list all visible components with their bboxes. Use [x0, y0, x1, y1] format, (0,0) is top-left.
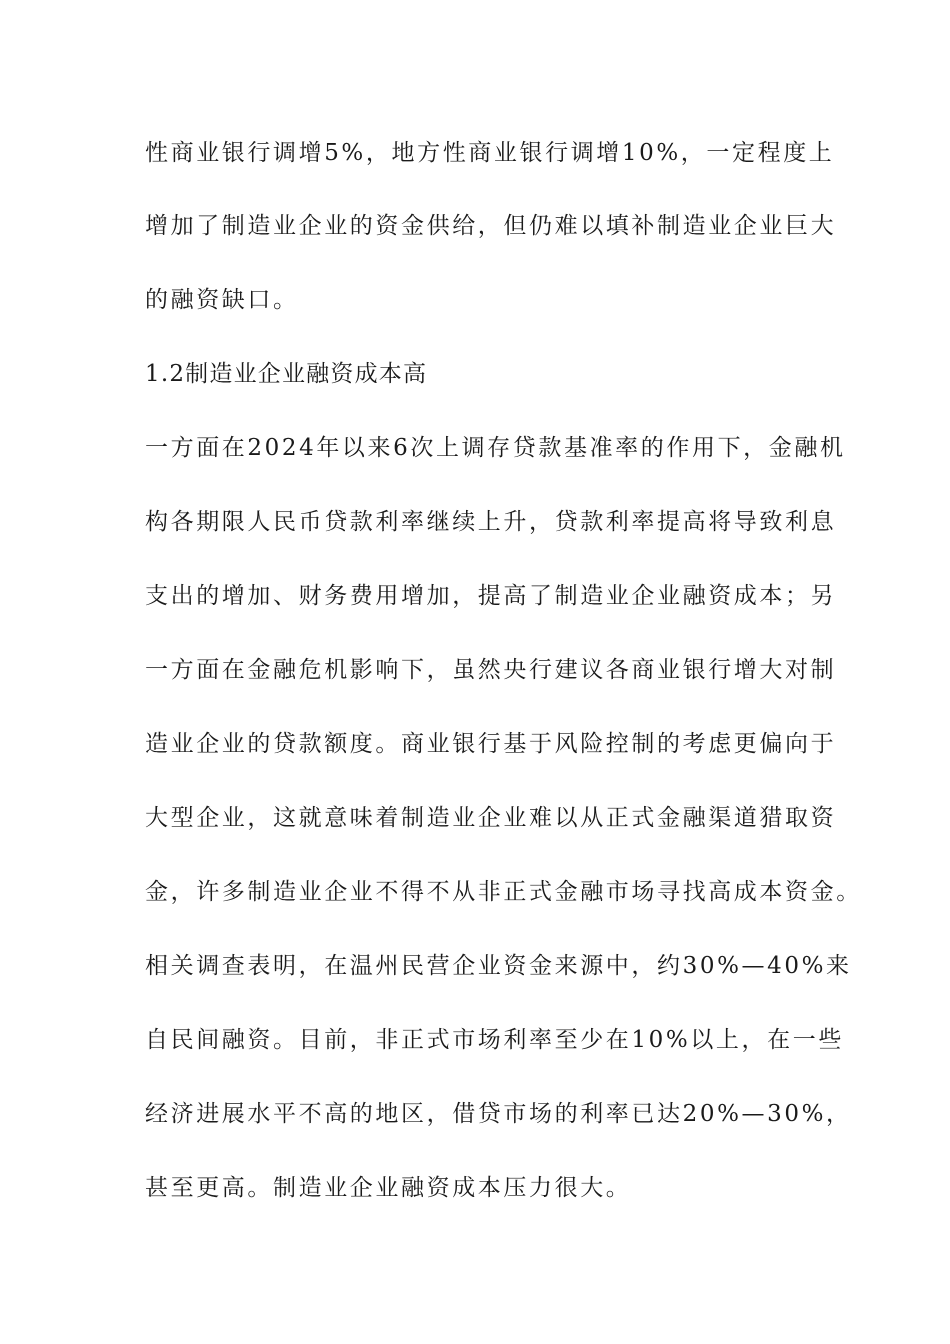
- paragraph-line-3: 的融资缺口。: [145, 287, 299, 313]
- paragraph-line-10: 大型企业，这就意味着制造业企业难以从正式金融渠道猎取资: [145, 805, 837, 831]
- paragraph-line-7: 支出的增加、财务费用增加，提高了制造业企业融资成本；另: [145, 583, 837, 609]
- section-heading: 1.2制造业企业融资成本高: [145, 361, 428, 387]
- paragraph-line-6: 构各期限人民币贷款利率继续上升，贷款利率提高将导致利息: [145, 509, 837, 535]
- paragraph-line-15: 甚至更高。制造业企业融资成本压力很大。: [145, 1175, 632, 1201]
- paragraph-line-12: 相关调查表明，在温州民营企业资金来源中，约30%—40%来: [145, 953, 852, 979]
- paragraph-line-5: 一方面在2024年以来6次上调存贷款基准率的作用下，金融机: [145, 435, 846, 461]
- paragraph-line-1: 性商业银行调增5%，地方性商业银行调增10%，一定程度上: [145, 140, 835, 166]
- paragraph-line-11: 金，许多制造业企业不得不从非正式金融市场寻找高成本资金。: [145, 879, 862, 905]
- paragraph-line-2: 增加了制造业企业的资金供给，但仍难以填补制造业企业巨大: [145, 213, 837, 239]
- paragraph-line-8: 一方面在金融危机影响下，虽然央行建议各商业银行增大对制: [145, 657, 837, 683]
- paragraph-line-9: 造业企业的贷款额度。商业银行基于风险控制的考虑更偏向于: [145, 731, 837, 757]
- paragraph-line-13: 自民间融资。目前，非正式市场利率至少在10%以上，在一些: [145, 1027, 844, 1053]
- paragraph-line-14: 经济进展水平不高的地区，借贷市场的利率已达20%—30%，: [145, 1101, 852, 1127]
